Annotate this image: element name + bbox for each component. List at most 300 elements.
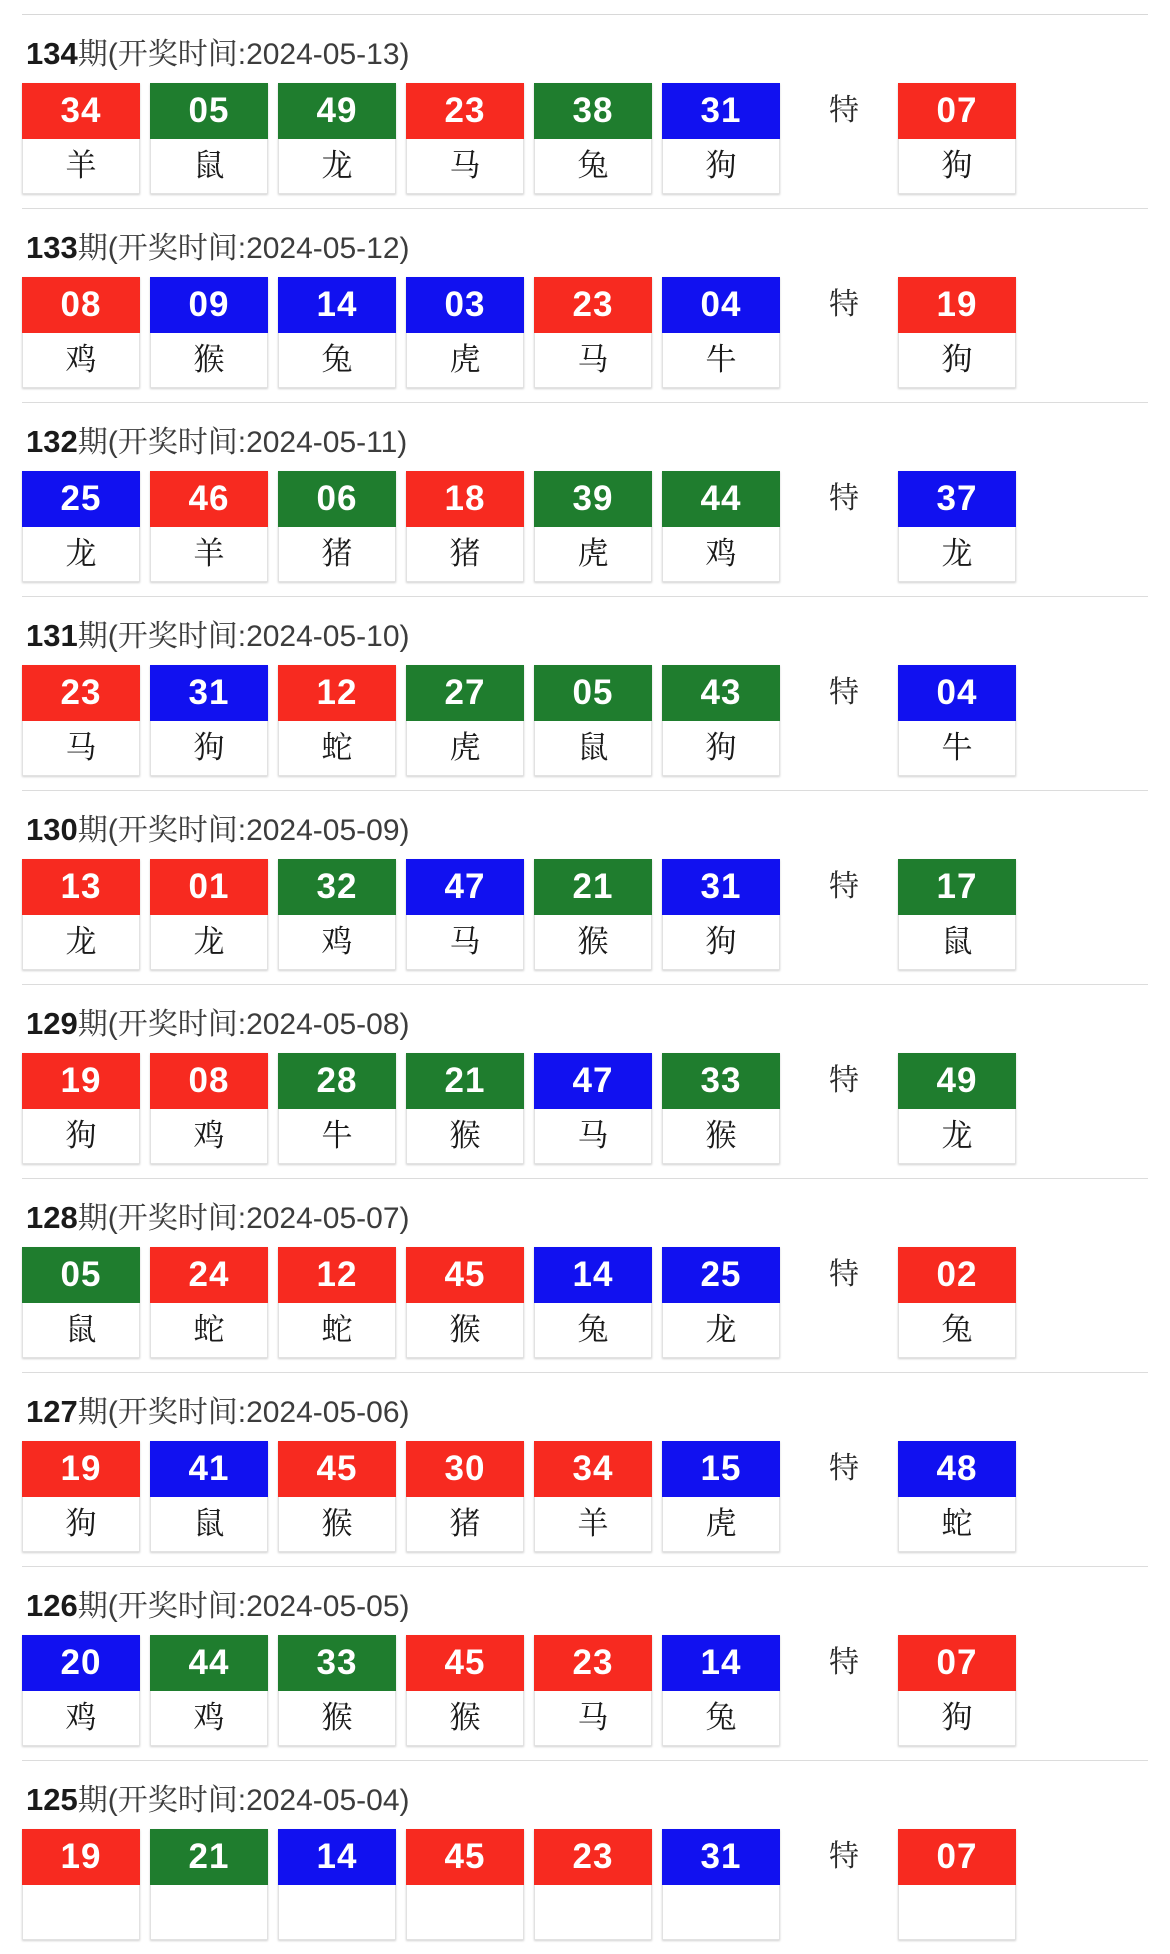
ball-zodiac: 马 [406,915,524,970]
normal-ball [22,859,140,970]
ball-zodiac: 鸡 [150,1109,268,1164]
ball-zodiac: 龙 [22,527,140,582]
draw-issue-number: 130 [26,812,78,847]
ball-number: 27 [406,665,524,721]
draw-issue-suffix: 期 [77,1008,108,1041]
ball-zodiac: 虎 [662,1497,780,1552]
draw-block [22,209,1148,403]
draw-issue-suffix: 期 [77,814,108,847]
ball-number: 05 [22,1247,140,1303]
ball-number: 23 [534,1829,652,1885]
special-ball [898,1441,1016,1552]
ball-number: 34 [534,1441,652,1497]
draw-balls-row [22,1829,1148,1940]
ball-number: 23 [22,665,140,721]
normal-ball [406,1441,524,1552]
draw-date-prefix: (开奖时间: [107,232,247,265]
ball-number: 25 [22,471,140,527]
normal-ball [278,1441,396,1552]
ball-zodiac: 兔 [662,1691,780,1746]
ball-zodiac: 鼠 [150,1497,268,1552]
ball-number: 14 [278,1829,396,1885]
draw-title [22,1567,1148,1635]
ball-number: 37 [898,471,1016,527]
ball-number: 38 [534,83,652,139]
special-ball [898,83,1016,194]
normal-ball [150,277,268,388]
normal-ball [22,83,140,194]
ball-zodiac: 狗 [662,139,780,194]
draw-issue-suffix: 期 [77,1590,108,1623]
ball-number: 46 [150,471,268,527]
draw-date-prefix: (开奖时间: [107,1784,247,1817]
normal-ball [278,859,396,970]
ball-zodiac: 猴 [406,1691,524,1746]
ball-zodiac: 狗 [898,333,1016,388]
ball-number: 20 [22,1635,140,1691]
normal-ball [278,665,396,776]
ball-zodiac: 虎 [534,527,652,582]
normal-ball [662,1247,780,1358]
ball-number: 14 [662,1635,780,1691]
ball-number: 41 [150,1441,268,1497]
ball-number: 19 [22,1829,140,1885]
special-ball-label: 特 [829,1064,859,1097]
special-ball [898,277,1016,388]
ball-number: 06 [278,471,396,527]
ball-number: 19 [22,1441,140,1497]
ball-zodiac: 羊 [22,139,140,194]
normal-ball [534,1247,652,1358]
draw-date: 2024-05-05 [246,1590,400,1623]
ball-number: 47 [406,859,524,915]
normal-ball [406,1053,524,1164]
draw-date-suffix: ) [399,1590,410,1623]
ball-number: 45 [278,1441,396,1497]
normal-ball [662,1441,780,1552]
draw-issue-number: 131 [26,618,78,653]
ball-zodiac: 马 [22,721,140,776]
ball-zodiac: 虎 [406,721,524,776]
draw-balls-row [22,471,1148,582]
normal-ball [278,1053,396,1164]
draw-title [22,1179,1148,1247]
ball-zodiac [406,1885,524,1940]
ball-zodiac: 猪 [406,527,524,582]
draw-date-prefix: (开奖时间: [107,1008,247,1041]
normal-ball [150,665,268,776]
normal-ball [278,1635,396,1746]
ball-number: 23 [534,1635,652,1691]
draw-block [22,15,1148,209]
draw-date: 2024-05-07 [246,1202,400,1235]
draw-title [22,15,1148,83]
draw-date-suffix: ) [397,426,408,459]
ball-zodiac: 鸡 [22,1691,140,1746]
normal-ball [278,471,396,582]
normal-ball [150,1829,268,1940]
draw-issue-suffix: 期 [77,426,108,459]
special-ball-label: 特 [829,1646,859,1679]
draw-block [22,1373,1148,1567]
ball-number: 32 [278,859,396,915]
draw-date-prefix: (开奖时间: [107,1590,247,1623]
ball-zodiac: 猴 [662,1109,780,1164]
draw-block [22,1567,1148,1761]
ball-number: 31 [662,859,780,915]
ball-zodiac: 兔 [534,139,652,194]
ball-zodiac: 马 [534,1691,652,1746]
ball-zodiac: 鼠 [534,721,652,776]
ball-number: 45 [406,1829,524,1885]
special-ball [898,1635,1016,1746]
normal-ball [406,277,524,388]
ball-zodiac: 鼠 [22,1303,140,1358]
draw-block [22,1179,1148,1373]
ball-number: 34 [22,83,140,139]
draw-date: 2024-05-04 [246,1784,400,1817]
ball-number: 07 [898,1829,1016,1885]
normal-ball [22,1829,140,1940]
normal-ball [662,1053,780,1164]
ball-zodiac: 蛇 [898,1497,1016,1552]
draw-title [22,597,1148,665]
ball-zodiac: 狗 [662,721,780,776]
normal-ball [22,471,140,582]
normal-ball [406,83,524,194]
draw-date: 2024-05-11 [246,426,398,459]
draw-date-prefix: (开奖时间: [107,1396,247,1429]
draw-balls-row [22,1441,1148,1552]
normal-ball [278,83,396,194]
ball-number: 09 [150,277,268,333]
ball-number: 18 [406,471,524,527]
ball-number: 12 [278,665,396,721]
ball-number: 33 [278,1635,396,1691]
ball-zodiac: 兔 [898,1303,1016,1358]
draw-block [22,403,1148,597]
normal-ball [662,471,780,582]
special-ball-label: 特 [829,288,859,321]
draw-list [22,15,1148,1954]
ball-number: 24 [150,1247,268,1303]
ball-number: 30 [406,1441,524,1497]
draw-issue-number: 129 [26,1006,78,1041]
special-ball-label: 特 [829,676,859,709]
normal-ball [406,859,524,970]
draw-issue-number: 127 [26,1394,78,1429]
ball-zodiac: 猴 [278,1691,396,1746]
normal-ball [406,471,524,582]
normal-ball [406,1829,524,1940]
draw-issue-suffix: 期 [77,232,108,265]
draw-date-prefix: (开奖时间: [107,814,247,847]
ball-number: 21 [150,1829,268,1885]
ball-zodiac [150,1885,268,1940]
normal-ball [150,83,268,194]
ball-number: 14 [278,277,396,333]
ball-zodiac: 狗 [662,915,780,970]
special-ball-label: 特 [829,870,859,903]
special-ball [898,859,1016,970]
draw-title [22,985,1148,1053]
ball-zodiac: 猴 [534,915,652,970]
normal-ball [534,1635,652,1746]
draw-block [22,791,1148,985]
ball-zodiac: 龙 [662,1303,780,1358]
draw-title [22,403,1148,471]
special-ball-label: 特 [829,94,859,127]
draw-issue-number: 126 [26,1588,78,1623]
ball-number: 02 [898,1247,1016,1303]
ball-zodiac: 狗 [898,139,1016,194]
normal-ball [534,859,652,970]
ball-number: 25 [662,1247,780,1303]
ball-number: 45 [406,1635,524,1691]
normal-ball [406,1635,524,1746]
draw-issue-suffix: 期 [77,38,108,71]
draw-date: 2024-05-06 [246,1396,400,1429]
ball-zodiac: 马 [534,333,652,388]
normal-ball [662,1635,780,1746]
draw-date-suffix: ) [399,1202,410,1235]
ball-number: 07 [898,83,1016,139]
normal-ball [662,1829,780,1940]
ball-number: 23 [534,277,652,333]
ball-zodiac: 鸡 [278,915,396,970]
draw-block [22,597,1148,791]
normal-ball [22,277,140,388]
ball-number: 44 [150,1635,268,1691]
normal-ball [662,665,780,776]
ball-number: 04 [662,277,780,333]
ball-zodiac: 牛 [278,1109,396,1164]
special-ball-label: 特 [829,1452,859,1485]
ball-number: 05 [150,83,268,139]
ball-zodiac: 兔 [278,333,396,388]
ball-zodiac: 猪 [278,527,396,582]
draw-issue-number: 128 [26,1200,78,1235]
special-ball [898,1053,1016,1164]
ball-number: 28 [278,1053,396,1109]
draw-balls-row [22,859,1148,970]
normal-ball [534,1441,652,1552]
ball-number: 49 [278,83,396,139]
normal-ball [534,1053,652,1164]
ball-number: 45 [406,1247,524,1303]
ball-number: 23 [406,83,524,139]
draw-balls-row [22,83,1148,194]
normal-ball [662,83,780,194]
draw-date-prefix: (开奖时间: [107,620,247,653]
special-ball-label: 特 [829,1840,859,1873]
ball-zodiac: 狗 [150,721,268,776]
ball-number: 12 [278,1247,396,1303]
ball-zodiac: 鼠 [150,139,268,194]
ball-zodiac: 羊 [534,1497,652,1552]
ball-zodiac: 狗 [22,1497,140,1552]
ball-zodiac: 鼠 [898,915,1016,970]
normal-ball [278,277,396,388]
draw-title [22,791,1148,859]
ball-number: 14 [534,1247,652,1303]
draw-balls-row [22,665,1148,776]
normal-ball [150,1053,268,1164]
draw-date-suffix: ) [399,620,410,653]
draw-issue-number: 132 [26,424,78,459]
ball-number: 03 [406,277,524,333]
normal-ball [150,471,268,582]
ball-zodiac: 猴 [278,1497,396,1552]
ball-number: 39 [534,471,652,527]
ball-zodiac [278,1885,396,1940]
ball-number: 31 [662,1829,780,1885]
draw-issue-suffix: 期 [77,620,108,653]
ball-zodiac: 鸡 [150,1691,268,1746]
ball-zodiac: 龙 [22,915,140,970]
ball-number: 31 [150,665,268,721]
normal-ball [662,277,780,388]
ball-number: 47 [534,1053,652,1109]
special-ball [898,1247,1016,1358]
ball-zodiac: 猪 [406,1497,524,1552]
ball-number: 15 [662,1441,780,1497]
ball-zodiac [22,1885,140,1940]
special-ball [898,1829,1016,1940]
draw-issue-suffix: 期 [77,1202,108,1235]
normal-ball [22,665,140,776]
ball-number: 17 [898,859,1016,915]
normal-ball [406,1247,524,1358]
draw-block [22,985,1148,1179]
ball-number: 43 [662,665,780,721]
draw-balls-row [22,1635,1148,1746]
draw-title [22,1373,1148,1441]
ball-zodiac: 兔 [534,1303,652,1358]
draw-block [22,1761,1148,1954]
draw-balls-row [22,1053,1148,1164]
draw-date: 2024-05-10 [246,620,400,653]
ball-number: 07 [898,1635,1016,1691]
draw-title [22,1761,1148,1829]
ball-number: 21 [534,859,652,915]
top-divider [22,0,1148,15]
normal-ball [534,471,652,582]
ball-number: 33 [662,1053,780,1109]
draw-date-suffix: ) [399,232,410,265]
special-ball-label: 特 [829,482,859,515]
draw-date-suffix: ) [399,1396,410,1429]
normal-ball [150,1247,268,1358]
ball-zodiac: 狗 [898,1691,1016,1746]
draw-date: 2024-05-08 [246,1008,400,1041]
draw-date: 2024-05-12 [246,232,400,265]
ball-zodiac: 蛇 [278,1303,396,1358]
draw-date: 2024-05-09 [246,814,400,847]
ball-number: 04 [898,665,1016,721]
special-ball [898,665,1016,776]
normal-ball [406,665,524,776]
normal-ball [150,859,268,970]
ball-zodiac: 羊 [150,527,268,582]
draw-issue-number: 125 [26,1782,78,1817]
ball-zodiac [898,1885,1016,1940]
draw-balls-row [22,1247,1148,1358]
ball-zodiac: 猴 [406,1109,524,1164]
ball-zodiac: 牛 [898,721,1016,776]
draw-date: 2024-05-13 [246,38,400,71]
ball-zodiac: 鸡 [22,333,140,388]
ball-number: 31 [662,83,780,139]
special-ball [898,471,1016,582]
ball-number: 01 [150,859,268,915]
ball-zodiac: 牛 [662,333,780,388]
normal-ball [22,1635,140,1746]
ball-zodiac: 龙 [898,1109,1016,1164]
normal-ball [662,859,780,970]
draw-date-suffix: ) [399,1784,410,1817]
ball-number: 13 [22,859,140,915]
ball-number: 08 [150,1053,268,1109]
normal-ball [22,1247,140,1358]
draw-date-prefix: (开奖时间: [107,1202,247,1235]
ball-zodiac: 鸡 [662,527,780,582]
normal-ball [150,1635,268,1746]
ball-number: 19 [22,1053,140,1109]
ball-zodiac: 龙 [150,915,268,970]
draw-issue-suffix: 期 [77,1396,108,1429]
normal-ball [534,665,652,776]
draw-date-suffix: ) [399,38,410,71]
ball-zodiac: 蛇 [278,721,396,776]
ball-zodiac: 蛇 [150,1303,268,1358]
draw-balls-row [22,277,1148,388]
ball-zodiac: 马 [406,139,524,194]
draw-title [22,209,1148,277]
draw-date-prefix: (开奖时间: [107,426,247,459]
draw-date-suffix: ) [399,1008,410,1041]
draw-date-prefix: (开奖时间: [107,38,247,71]
normal-ball [278,1247,396,1358]
normal-ball [534,1829,652,1940]
ball-number: 21 [406,1053,524,1109]
draw-issue-number: 133 [26,230,78,265]
special-ball-label: 特 [829,1258,859,1291]
normal-ball [150,1441,268,1552]
normal-ball [278,1829,396,1940]
normal-ball [22,1441,140,1552]
ball-zodiac: 虎 [406,333,524,388]
normal-ball [534,277,652,388]
draw-issue-number: 134 [26,36,78,71]
ball-number: 08 [22,277,140,333]
ball-zodiac: 龙 [278,139,396,194]
ball-number: 19 [898,277,1016,333]
ball-number: 49 [898,1053,1016,1109]
normal-ball [534,83,652,194]
ball-zodiac [534,1885,652,1940]
ball-zodiac: 猴 [406,1303,524,1358]
ball-zodiac: 龙 [898,527,1016,582]
ball-number: 48 [898,1441,1016,1497]
normal-ball [22,1053,140,1164]
ball-zodiac [662,1885,780,1940]
ball-zodiac: 猴 [150,333,268,388]
ball-zodiac: 狗 [22,1109,140,1164]
ball-number: 05 [534,665,652,721]
ball-zodiac: 马 [534,1109,652,1164]
draw-issue-suffix: 期 [77,1784,108,1817]
